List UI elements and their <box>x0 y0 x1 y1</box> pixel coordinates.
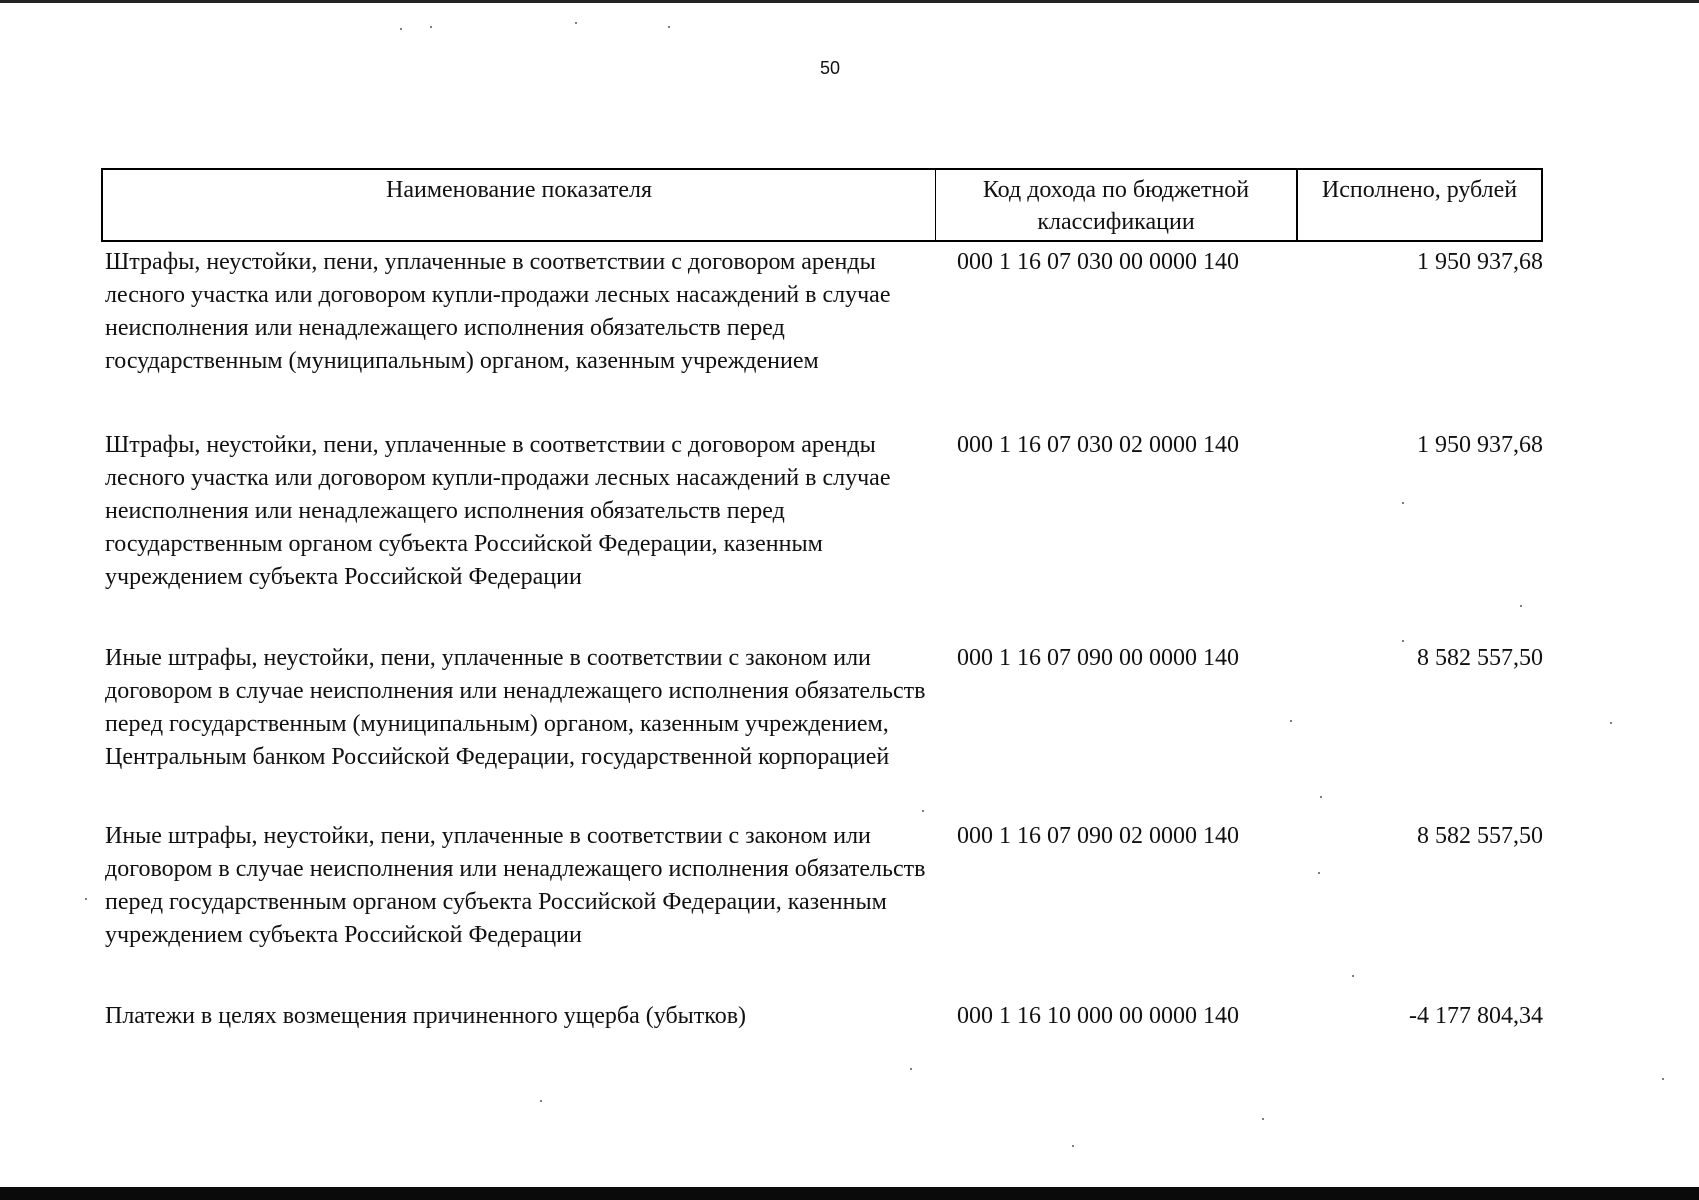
scan-speck <box>1072 1145 1074 1147</box>
scan-speck <box>1610 722 1612 724</box>
row-code: 000 1 16 10 000 00 0000 140 <box>957 1003 1239 1029</box>
row-code: 000 1 16 07 030 02 0000 140 <box>957 432 1239 458</box>
header-name: Наименование показателя <box>103 170 936 240</box>
scan-speck <box>1318 872 1320 874</box>
row-amount: 1 950 937,68 <box>1417 249 1543 275</box>
scan-speck <box>1352 975 1354 977</box>
row-name: Иные штрафы, неустойки, пени, уплаченные в соответствии с законом или договором в случае неисполнения или ненадлежащего исполнения обязательств перед государственным (муниципальным) органом, казенным учреждением, Центральным банком Российской Федерации, государственной корпорацией <box>105 645 926 770</box>
scan-speck <box>1402 640 1404 642</box>
row-amount: 8 582 557,50 <box>1417 645 1543 671</box>
row-code: 000 1 16 07 090 02 0000 140 <box>957 823 1239 849</box>
header-code: Код дохода по бюджетной классификации <box>936 170 1298 240</box>
scan-speck <box>922 810 924 812</box>
scan-speck <box>668 26 670 28</box>
scan-speck <box>1290 720 1292 722</box>
row-name: Штрафы, неустойки, пени, уплаченные в соответствии с договором аренды лесного участка или договором купли-продажи лесных насаждений в случае неисполнения или ненадлежащего исполнения обязательств перед государственным органом субъекта Российской Федерации, казенным учреждением субъекта Российской Федерации <box>105 432 891 590</box>
scan-speck <box>910 1068 912 1070</box>
scan-speck <box>540 1100 542 1102</box>
header-executed: Исполнено, рублей <box>1321 177 1518 203</box>
scan-speck <box>85 898 87 900</box>
scan-speck <box>575 22 577 24</box>
row-amount: 8 582 557,50 <box>1417 823 1543 849</box>
row-amount: -4 177 804,34 <box>1409 1003 1543 1029</box>
row-name: Штрафы, неустойки, пени, уплаченные в соответствии с договором аренды лесного участка или договором купли-продажи лесных насаждений в случае неисполнения или ненадлежащего исполнения обязательств перед государственным (муниципальным) органом, казенным учреждением <box>105 249 891 374</box>
scan-bottom-edge <box>0 1187 1699 1200</box>
row-amount: 1 950 937,68 <box>1417 432 1543 458</box>
page-number: 50 <box>819 58 841 78</box>
scan-top-edge <box>0 0 1699 3</box>
scan-speck <box>1262 1118 1264 1120</box>
row-code: 000 1 16 07 090 00 0000 140 <box>957 645 1239 671</box>
scan-speck <box>430 26 432 28</box>
scan-speck <box>1402 502 1404 504</box>
row-name: Иные штрафы, неустойки, пени, уплаченные в соответствии с законом или договором в случае неисполнения или ненадлежащего исполнения обязательств перед государственным органом субъекта Российской Федерации, казенным учреждением субъекта Российской Федерации <box>105 823 926 948</box>
scan-speck <box>1662 1078 1664 1080</box>
scan-speck <box>1320 796 1322 798</box>
table-header <box>101 168 1543 242</box>
row-code: 000 1 16 07 030 00 0000 140 <box>957 249 1239 275</box>
scan-speck <box>1520 605 1522 607</box>
row-name: Платежи в целях возмещения причиненного ущерба (убытков) <box>105 1003 747 1029</box>
scan-speck <box>400 28 402 30</box>
